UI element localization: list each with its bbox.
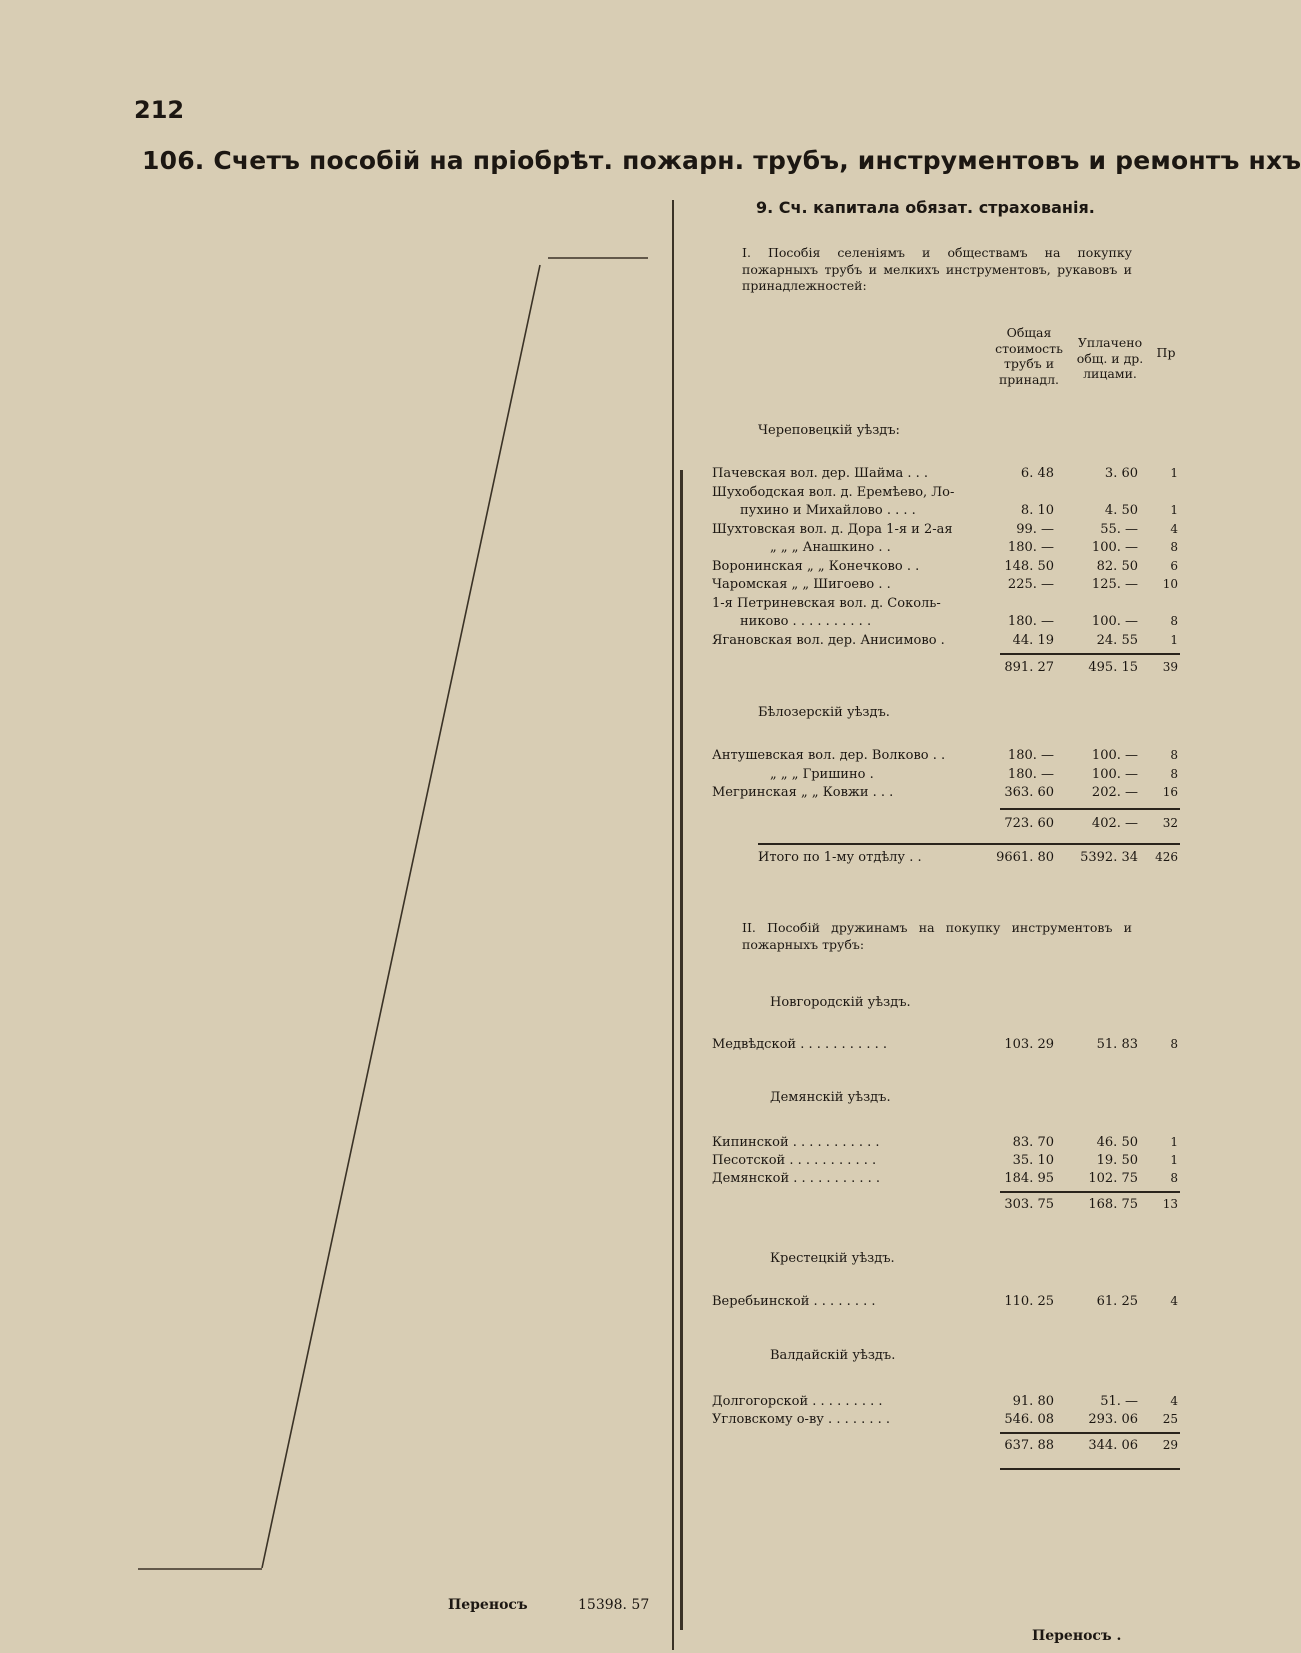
subtotal-total-cost: 637. 88: [1004, 1438, 1054, 1453]
sum-rule: [1000, 1432, 1180, 1434]
value-total-cost: 44. 19: [1012, 632, 1054, 648]
itogo-paid: 5392. 34: [1080, 850, 1138, 865]
sum-rule: [1000, 808, 1180, 810]
value-third: 8: [1170, 766, 1178, 781]
value-paid: 55. —: [1100, 521, 1138, 537]
value-paid: 19. 50: [1096, 1153, 1138, 1168]
district-heading: Новгородскій уѣздъ.: [770, 995, 911, 1010]
section-two-intro: II. Пособій дружинамъ на покупку инструментовъ и пожарныхъ трубъ:: [742, 920, 1132, 952]
row-name: „ „ „ Анашкино . .: [770, 540, 891, 555]
value-third: 1: [1170, 503, 1178, 517]
row-name: 1-я Петриневская вол. д. Соколь-: [712, 595, 941, 611]
sum-rule: [1000, 1468, 1180, 1470]
value-total-cost: 110. 25: [1004, 1294, 1054, 1309]
value-third: 1: [1170, 632, 1178, 647]
value-third: 4: [1170, 521, 1178, 536]
row-name: Антушевская вол. дер. Волково . .: [712, 748, 946, 763]
sum-rule: [758, 843, 1180, 845]
value-total-cost: 546. 08: [1004, 1412, 1054, 1427]
itogo-total-cost: 9661. 80: [996, 850, 1054, 865]
page-number: 212: [134, 96, 185, 124]
row-name: пухино и Михайлово . . . .: [740, 503, 916, 518]
row-name: Воронинская „ „ Конечково . .: [712, 558, 920, 574]
sum-rule: [1000, 653, 1180, 655]
row-name: Пачевская вол. дер. Шайма . . .: [712, 466, 929, 481]
row-name: Шухободская вол. д. Еремѣево, Ло-: [712, 484, 955, 500]
value-third: 8: [1170, 1171, 1178, 1185]
value-third: 1: [1170, 1153, 1178, 1167]
value-total-cost: 180. —: [1007, 540, 1054, 555]
value-total-cost: 91. 80: [1012, 1394, 1054, 1409]
value-total-cost: 6. 48: [1020, 466, 1054, 481]
subtotal-third: 29: [1162, 1438, 1178, 1452]
subtotal-total-cost: 891. 27: [1004, 660, 1054, 675]
subtotal-total-cost: 303. 75: [1004, 1197, 1054, 1212]
row-name: Кипинской . . . . . . . . . . .: [712, 1135, 880, 1150]
value-third: 8: [1170, 540, 1178, 554]
sum-rule: [1000, 1191, 1180, 1193]
subtotal-total-cost: 723. 60: [1004, 816, 1054, 831]
page-title: 106. Счетъ пособій на пріобрѣт. пожарн. трубъ, инструментовъ и ремонтъ нхъ: [142, 146, 1301, 175]
section-title: 9. Сч. капитала обязат. страхованія.: [756, 198, 1095, 217]
row-name: Чаромская „ „ Шигоево . .: [712, 577, 891, 592]
district-heading: Демянскій уѣздъ.: [770, 1090, 891, 1105]
subtotal-paid: 402. —: [1091, 816, 1138, 831]
value-total-cost: 148. 50: [1004, 558, 1054, 574]
row-name: Мегринская „ „ Ковжи . . .: [712, 785, 894, 800]
subtotal-paid: 344. 06: [1088, 1438, 1138, 1453]
row-name: Ягановская вол. дер. Анисимово .: [712, 632, 945, 648]
value-paid: 100. —: [1091, 540, 1138, 555]
right-carry-label: Переносъ .: [1032, 1628, 1122, 1644]
left-carry-label: Переносъ: [448, 1597, 528, 1613]
value-paid: 3. 60: [1104, 466, 1138, 481]
left-carry-value: 15398. 57: [578, 1597, 650, 1613]
itogo-label: Итого по 1-му отдѣлу . .: [758, 850, 922, 865]
value-paid: 4. 50: [1104, 503, 1138, 518]
value-total-cost: 35. 10: [1012, 1153, 1054, 1168]
row-name: Песотской . . . . . . . . . . .: [712, 1153, 877, 1168]
value-third: 4: [1170, 1394, 1178, 1408]
value-paid: 100. —: [1091, 766, 1138, 782]
row-name: Медвѣдской . . . . . . . . . . .: [712, 1037, 887, 1052]
value-total-cost: 8. 10: [1020, 503, 1054, 518]
column-header-total-cost: Общая стоимость трубъ и принадл.: [995, 325, 1063, 387]
value-paid: 202. —: [1091, 785, 1138, 800]
value-total-cost: 83. 70: [1012, 1135, 1054, 1150]
row-name: Угловскому о-ву . . . . . . . .: [712, 1412, 891, 1427]
value-third: 1: [1170, 1135, 1178, 1149]
district-heading: Череповецкій уѣздъ:: [758, 423, 900, 438]
row-name: Шухтовская вол. д. Дора 1-я и 2-ая: [712, 521, 953, 537]
row-name: „ „ „ Гришино .: [770, 766, 874, 782]
value-third: 4: [1170, 1294, 1178, 1308]
value-total-cost: 99. —: [1016, 521, 1054, 537]
value-total-cost: 180. —: [1007, 614, 1054, 629]
row-name: Веребьинской . . . . . . . .: [712, 1294, 876, 1309]
value-paid: 51. —: [1100, 1394, 1138, 1409]
value-total-cost: 184. 95: [1004, 1171, 1054, 1186]
value-total-cost: 103. 29: [1004, 1037, 1054, 1052]
value-paid: 51. 83: [1096, 1037, 1138, 1052]
district-heading: Бѣлозерскій уѣздъ.: [758, 705, 890, 720]
district-heading: Крестецкій уѣздъ.: [770, 1251, 895, 1266]
value-total-cost: 363. 60: [1004, 785, 1054, 800]
value-paid: 293. 06: [1088, 1412, 1138, 1427]
column-header-third: Пр: [1156, 345, 1176, 360]
value-total-cost: 180. —: [1007, 748, 1054, 763]
value-paid: 61. 25: [1096, 1294, 1138, 1309]
value-paid: 82. 50: [1096, 558, 1138, 574]
subtotal-paid: 168. 75: [1088, 1197, 1138, 1212]
value-third: 1: [1170, 466, 1178, 480]
row-name: Демянской . . . . . . . . . . .: [712, 1171, 881, 1186]
column-header-paid: Уплачено общ. и др. лицами.: [1076, 335, 1144, 382]
value-total-cost: 180. —: [1007, 766, 1054, 782]
subtotal-third: 32: [1162, 816, 1178, 830]
value-third: 8: [1170, 1037, 1178, 1051]
row-name: никово . . . . . . . . . .: [740, 614, 872, 629]
itogo-third: 426: [1155, 850, 1178, 864]
value-third: 8: [1170, 614, 1178, 628]
value-third: 10: [1162, 577, 1178, 591]
value-paid: 102. 75: [1088, 1171, 1138, 1186]
value-third: 16: [1162, 785, 1178, 799]
value-third: 8: [1170, 748, 1178, 762]
value-third: 6: [1170, 558, 1178, 573]
section-intro: I. Пособія селеніямъ и обществамъ на покупку пожарныхъ трубъ и мелкихъ инструментовъ, рукавовъ и принадлежностей:: [742, 245, 1132, 293]
district-heading: Валдайскій уѣздъ.: [770, 1348, 896, 1363]
value-paid: 24. 55: [1096, 632, 1138, 648]
subtotal-third: 39: [1162, 660, 1178, 674]
subtotal-third: 13: [1162, 1197, 1178, 1211]
subtotal-paid: 495. 15: [1088, 660, 1138, 675]
row-name: Долгогорской . . . . . . . . .: [712, 1394, 883, 1409]
value-paid: 100. —: [1091, 614, 1138, 629]
value-paid: 46. 50: [1096, 1135, 1138, 1150]
value-paid: 100. —: [1091, 748, 1138, 763]
value-paid: 125. —: [1091, 577, 1138, 592]
value-third: 25: [1162, 1412, 1178, 1426]
value-total-cost: 225. —: [1007, 577, 1054, 592]
